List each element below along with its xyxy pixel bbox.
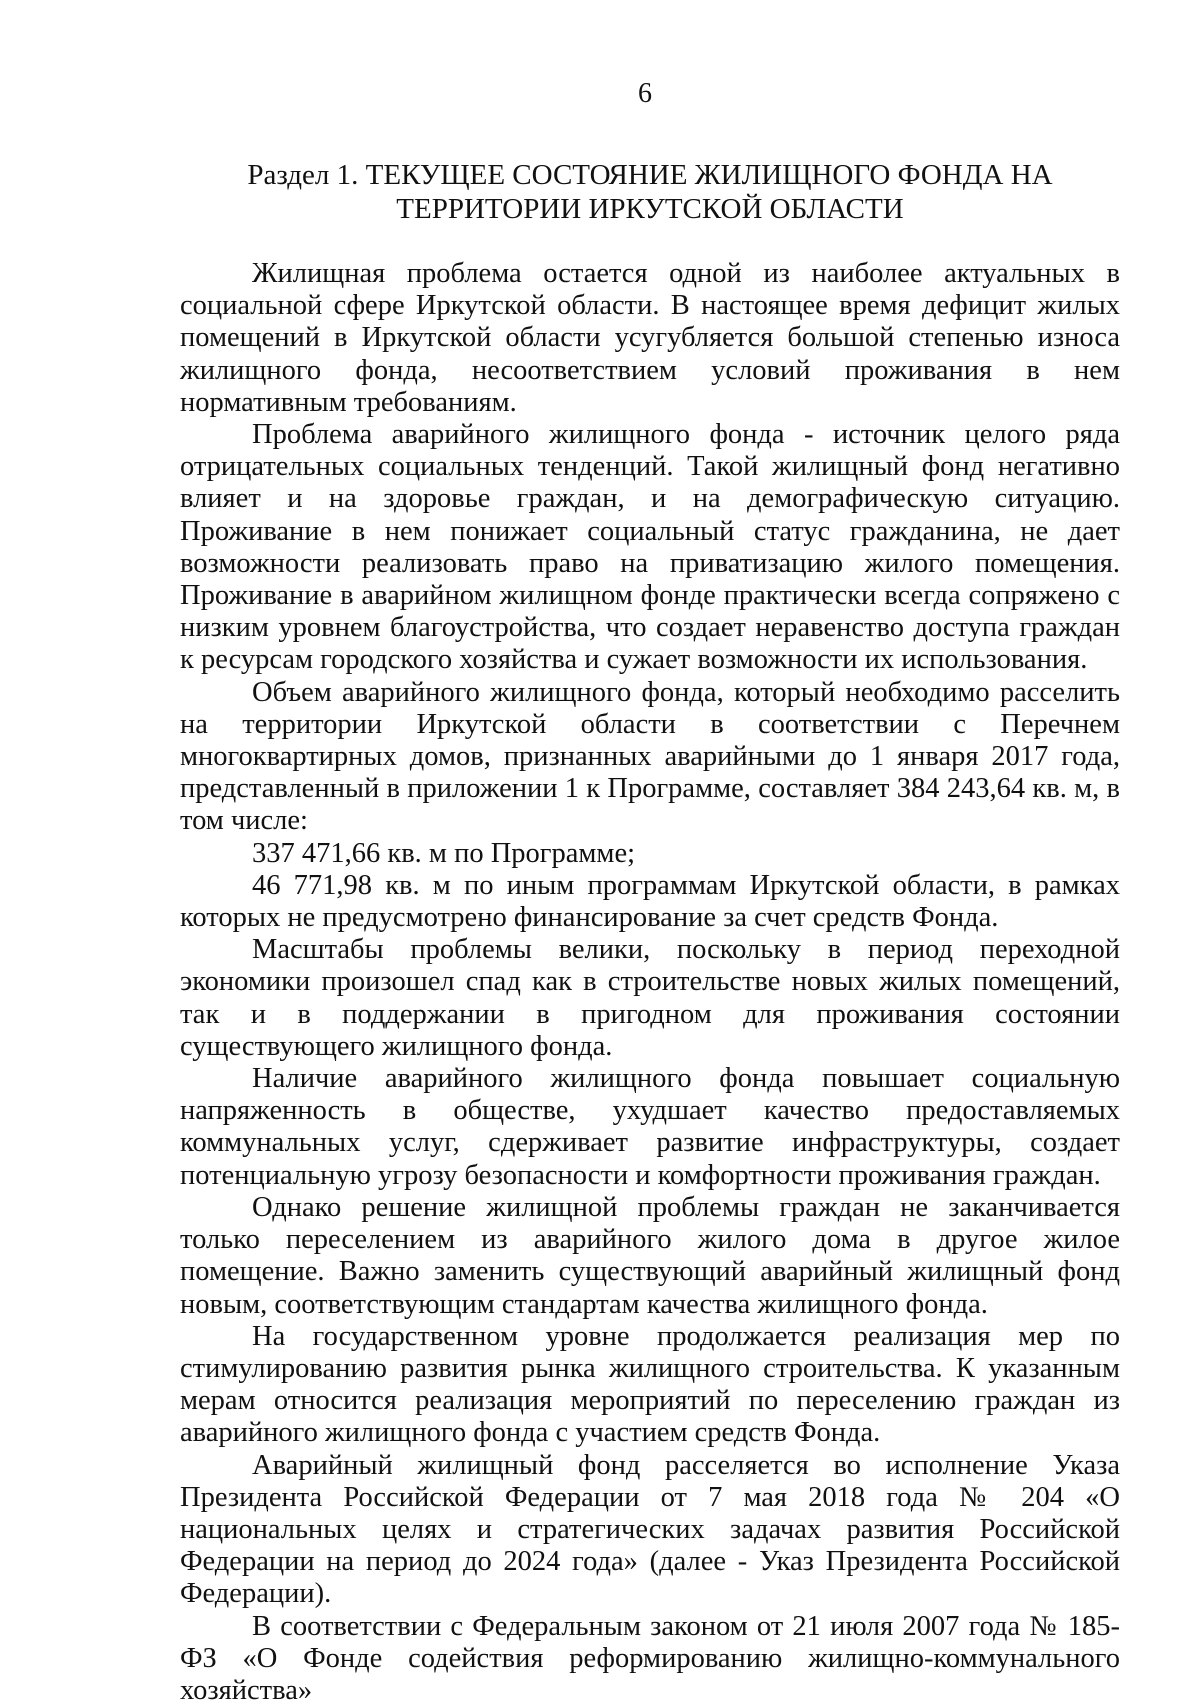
paragraph: В соответствии с Федеральным законом от 21 июля 2007 года № 185-ФЗ «О Фонде содействия реформированию жилищно-коммунального хозяйства»	[180, 1610, 1120, 1706]
paragraph: Жилищная проблема остается одной из наиболее актуальных в социальной сфере Иркутской области. В настоящее время дефицит жилых помещений в Иркутской области усугубляется большой степенью износа жилищного фонда, несоответствием условий проживания в нем нормативным требованиям.	[180, 258, 1120, 418]
paragraph: Однако решение жилищной проблемы граждан не заканчивается только переселением из аварийного жилого дома в другое жилое помещение. Важно заменить существующий аварийный жилищный фонд новым, соответствующим стандартам качества жилищного фонда.	[180, 1191, 1120, 1320]
paragraph: На государственном уровне продолжается реализация мер по стимулированию развития рынка жилищного строительства. К указанным мерам относится реализация мероприятий по переселению граждан из аварийного жилищного фонда с участием средств Фонда.	[180, 1320, 1120, 1449]
section-heading-line-1: Раздел 1. ТЕКУЩЕЕ СОСТОЯНИЕ ЖИЛИЩНОГО ФОНДА НА	[247, 159, 1053, 191]
paragraph: Наличие аварийного жилищного фонда повышает социальную напряженность в обществе, ухудшает качество предоставляемых коммунальных услуг, сдерживает развитие инфраструктуры, создает потенциальную угрозу безопасности и комфортности проживания граждан.	[180, 1063, 1120, 1191]
page-number: 6	[638, 78, 652, 109]
body-text	[180, 258, 1120, 1707]
paragraph: Аварийный жилищный фонд расселяется во исполнение Указа Президента Российской Федерации от 7 мая 2018 года № 204 «О национальных целях и стратегических задачах развития Российской Федерации на период до 2024 года» (далее - Указ Президента Российской Федерации).	[180, 1449, 1120, 1610]
section-heading-line-2: ТЕРРИТОРИИ ИРКУТСКОЙ ОБЛАСТИ	[396, 193, 904, 225]
paragraph: 46 771,98 кв. м по иным программам Иркутской области, в рамках которых не предусмотрено финансирование за счет средств Фонда.	[180, 869, 1120, 934]
paragraph: Объем аварийного жилищного фонда, который необходимо расселить на территории Иркутской области в соответствии с Перечнем многоквартирных домов, признанных аварийными до 1 января 2017 года, представленный в приложении 1 к Программе, составляет 384 243,64 кв. м, в том числе:	[180, 676, 1120, 837]
paragraph: 337 471,66 кв. м по Программе;	[252, 837, 636, 869]
paragraph: Масштабы проблемы велики, поскольку в период переходной экономики произошел спад как в строительстве новых жилых помещений, так и в поддержании в пригодном для проживания состоянии существующего жилищного фонда.	[180, 934, 1120, 1062]
paragraph: Проблема аварийного жилищного фонда - источник целого ряда отрицательных социальных тенденций. Такой жилищный фонд негативно влияет и на здоровье граждан, и на демографическую ситуацию. Проживание в нем понижает социальный статус гражданина, не дает возможности реализовать право на приватизацию жилого помещения. Проживание в аварийном жилищном фонде практически всегда сопряжено с низким уровнем благоустройства, что создает неравенство доступа граждан к ресурсам городского хозяйства и сужает возможности их использования.	[180, 419, 1120, 676]
section-heading	[180, 158, 1120, 226]
